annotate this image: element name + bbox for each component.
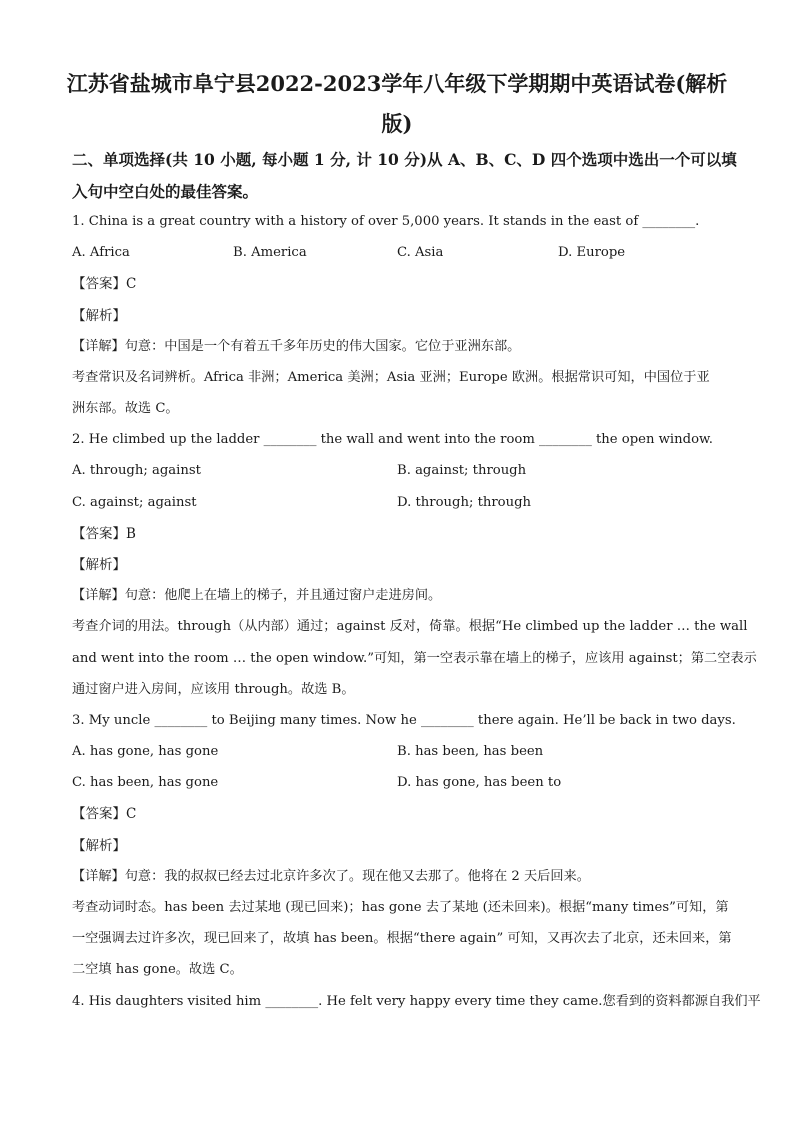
q1-detail: 【详解】句意：中国是一个有着五千多年历史的伟大国家。它位于亚洲东部。: [72, 339, 521, 354]
q1-option-d: D. Europe: [558, 245, 626, 260]
q3-stem: 3. My uncle ________ to Beijing many times. Now he ________ there again. He’ll be back in two days.: [72, 713, 736, 728]
q4-stem: 4. His daughters visited him ________. He felt very happy every time they came.您看到的资料都源自我们平: [72, 994, 761, 1009]
q2-analysis-label: 【解析】: [72, 557, 126, 573]
q3-explanation-1: 考查动词时态。has been 去过某地 (现已回来)；has gone 去了某地 (还未回来)。根据“many times”可知，第: [72, 900, 729, 915]
q2-option-a: A. through; against: [72, 463, 201, 478]
title-line-2: 版): [381, 111, 413, 136]
q3-option-c: C. has been, has gone: [72, 775, 219, 790]
q3-option-b: B. has been, has been: [397, 744, 544, 759]
q2-explanation-3: 通过窗户进入房间，应该用 through。故选 B。: [72, 682, 355, 697]
q3-explanation-3: 二空填 has gone。故选 C。: [72, 962, 243, 977]
q1-option-c: C. Asia: [397, 245, 444, 260]
q2-explanation-2: and went into the room … the open window.”可知，第一空表示靠在墙上的梯子，应该用 against；第二空表示: [72, 651, 757, 666]
q2-options-row-1: [72, 461, 728, 481]
q1-explanation-1: 考查常识及名词辨析。Africa 非洲；America 美洲；Asia 亚洲；Europe 欧洲。根据常识可知，中国位于亚: [72, 370, 710, 385]
q2-options-row-2: [72, 493, 728, 513]
q1-stem: 1. China is a great country with a history of over 5,000 years. It stands in the east of ________.: [72, 214, 700, 229]
document-title: [60, 64, 734, 144]
q2-explanation-1: 考查介词的用法。through（从内部）通过；against 反对，倚靠。根据“He climbed up the ladder … the wall: [72, 619, 748, 634]
q3-options-row-2: [72, 773, 728, 793]
q3-detail: 【详解】句意：我的叔叔已经去过北京许多次了。现在他又去那了。他将在 2 天后回来。: [72, 869, 590, 884]
q1-option-a: A. Africa: [72, 245, 130, 260]
q2-option-d: D. through; through: [397, 495, 532, 510]
q1-options: [72, 243, 728, 263]
q1-option-b: B. America: [233, 245, 307, 260]
q3-option-d: D. has gone, has been to: [397, 775, 562, 790]
section-heading-line-2: 入句中空白处的最佳答案。: [72, 182, 259, 201]
q2-answer: 【答案】B: [72, 526, 136, 542]
q2-stem: 2. He climbed up the ladder ________ the wall and went into the room ________ the open window.: [72, 432, 713, 447]
q2-option-c: C. against; against: [72, 495, 197, 510]
q3-analysis-label: 【解析】: [72, 838, 126, 854]
q3-explanation-2: 一空强调去过许多次，现已回来了，故填 has been。根据“there again” 可知，又再次去了北京，还未回来，第: [72, 931, 732, 946]
q3-answer: 【答案】C: [72, 806, 137, 822]
q2-detail: 【详解】句意：他爬上在墙上的梯子，并且通过窗户走进房间。: [72, 588, 442, 603]
q2-option-b: B. against; through: [397, 463, 527, 478]
q1-explanation-2: 洲东部。故选 C。: [72, 401, 179, 416]
section-heading-line-1: 二、单项选择(共 10 小题, 每小题 1 分, 计 10 分)从 A、B、C、D 四个选项中选出一个可以填: [72, 150, 737, 169]
q3-options-row-1: [72, 742, 728, 762]
q1-analysis-label: 【解析】: [72, 308, 126, 324]
q1-answer: 【答案】C: [72, 276, 137, 292]
q3-option-a: A. has gone, has gone: [72, 744, 219, 759]
title-line-1: 江苏省盐城市阜宁县2022-2023学年八年级下学期期中英语试卷(解析: [66, 71, 728, 96]
